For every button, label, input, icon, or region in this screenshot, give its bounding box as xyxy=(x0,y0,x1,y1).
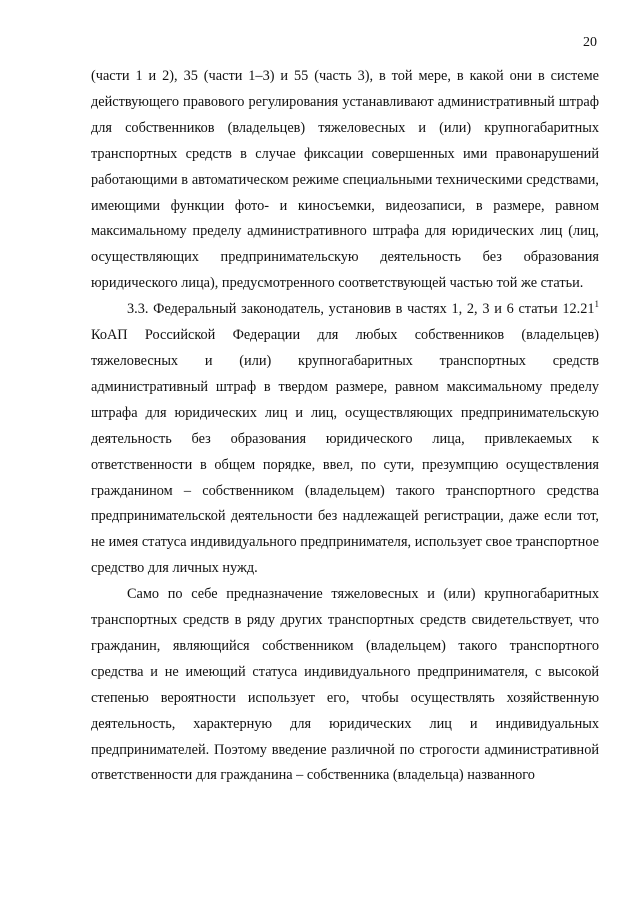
paragraph-1: (части 1 и 2), 35 (части 1–3) и 55 (часть 3), в той мере, в какой они в системе действующего правового регулирования устанавливают административный штраф для собственников (владельцев) тяжеловесных и (или) крупногабаритных транспортных средств в случае фиксации совершенных ими правонарушений работающими в автоматическом режиме специальными техническими средствами, имеющими функции фото- и киносъемки, видеозаписи, в размере, равном максимальному пределу административного штрафа для юридических лиц (лиц, осуществляющих предпринимательскую деятельность без образования юридического лица), предусмотренного соответствующей частью той же статьи. xyxy=(91,68,599,292)
document-body xyxy=(91,64,599,789)
paragraph-3: Само по себе предназначение тяжеловесных и (или) крупногабаритных транспортных средств в ряду других транспортных средств свидетельствует, что гражданин, являющийся собственником (владельцем) такого транспортного средства и не имеющий статуса индивидуального предпринимателя, с высокой степенью вероятности использует его, чтобы осуществлять хозяйственную деятельность, характерную для юридических лиц и индивидуальных предпринимателей. Поэтому введение различной по строгости административной ответственности для гражданина – собственника (владельца) названного xyxy=(91,586,599,784)
paragraph-2-text-start: 3.3. Федеральный законодатель, установив в частях 1, 2, 3 и 6 статьи 12.21 xyxy=(127,301,595,318)
superscript: 1 xyxy=(594,299,599,310)
paragraph-2-text-end: КоАП Российской Федерации для любых собственников (владельцев) тяжеловесных и (или) крупногабаритных транспортных средств административный штраф в твердом размере, равном максимальному пределу штрафа для юридических лиц и лиц, осуществляющих предпринимательскую деятельность без образования юридического лица, привлекаемых к ответственности в общем порядке, ввел, по сути, презумпцию осуществления гражданином – собственником (владельцем) такого транспортного средства предпринимательской деятельности без надлежащей регистрации, даже если тот, не имея статуса индивидуального предпринимателя, использует свое транспортное средство для личных нужд. xyxy=(91,327,599,577)
page-number: 20 xyxy=(583,35,597,50)
paragraph-2 xyxy=(91,297,599,582)
